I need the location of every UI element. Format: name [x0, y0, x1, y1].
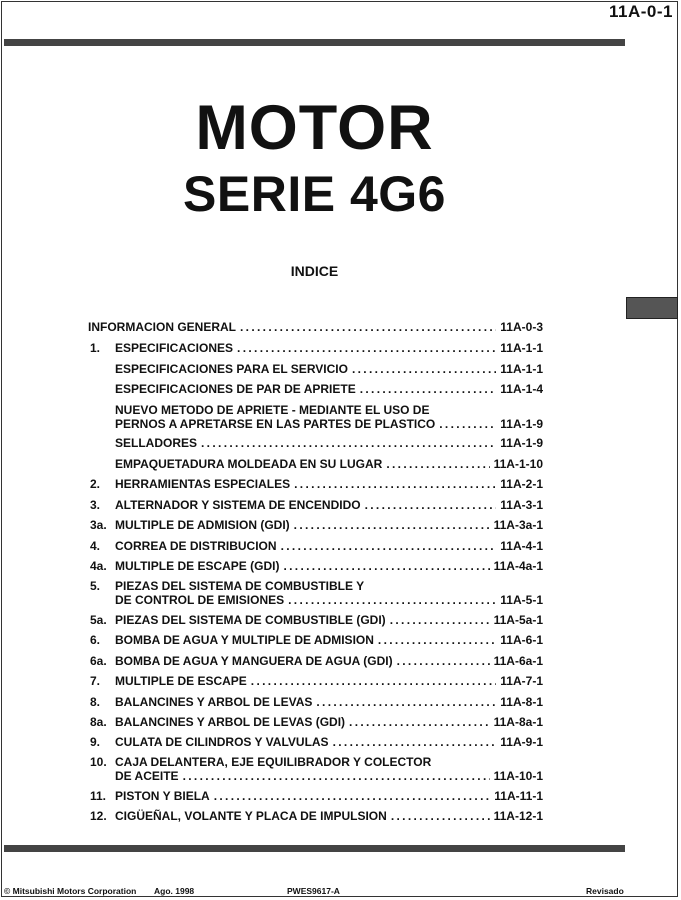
toc-leader-dots — [294, 518, 490, 532]
toc-entry-text: DE ACEITE — [115, 769, 179, 783]
toc-page-ref: 11A-3-1 — [500, 498, 543, 512]
toc-entry[interactable] — [88, 341, 543, 355]
toc-leader-dots — [183, 769, 490, 783]
toc-entry-number: 3a. — [90, 518, 107, 532]
toc-page-ref: 11A-6-1 — [500, 633, 543, 647]
toc-entry-text: ESPECIFICACIONES DE PAR DE APRIETE — [115, 382, 356, 396]
toc-entry[interactable] — [88, 477, 543, 491]
toc-entry[interactable] — [88, 735, 543, 749]
toc-entry-number: 3. — [90, 498, 101, 512]
toc-entry-text: INFORMACION GENERAL — [88, 320, 236, 334]
toc-page-ref: 11A-8-1 — [500, 695, 543, 709]
toc-leader-dots — [316, 695, 496, 709]
toc-leader-dots — [294, 477, 496, 491]
toc-entry-number: 10. — [90, 755, 107, 769]
toc-leader-dots — [251, 674, 497, 688]
toc-page-ref: 11A-5-1 — [500, 593, 543, 607]
toc-entry-number: 5a. — [90, 613, 107, 627]
toc-entry-number: 4. — [90, 539, 101, 553]
toc-entry-number: 2. — [90, 477, 101, 491]
toc-entry-text: SELLADORES — [115, 436, 198, 450]
toc-leader-dots — [333, 735, 497, 749]
toc-entry-text: BOMBA DE AGUA Y MANGUERA DE AGUA (GDI) — [115, 654, 393, 668]
toc-entry-text: NUEVO METODO DE APRIETE - MEDIANTE EL USO DE — [115, 403, 430, 417]
toc-leader-dots — [391, 809, 490, 823]
toc-page-ref: 11A-7-1 — [500, 674, 543, 688]
toc-entry-number: 5. — [90, 579, 101, 593]
toc-entry-text: DE CONTROL DE EMISIONES — [115, 593, 285, 607]
toc-entry[interactable] — [88, 613, 543, 627]
page-title: MOTOR — [195, 93, 434, 163]
toc-entry[interactable] — [88, 457, 543, 471]
toc-entry-number: 6. — [90, 633, 101, 647]
toc-entry-text: BOMBA DE AGUA Y MULTIPLE DE ADMISION — [115, 633, 374, 647]
toc-entry-number: 8a. — [90, 715, 107, 729]
toc-page-ref: 11A-6a-1 — [493, 654, 543, 668]
toc-page-ref: 11A-10-1 — [493, 769, 543, 783]
page-subtitle: SERIE 4G6 — [183, 166, 446, 222]
toc-entry-text: ESPECIFICACIONES — [115, 341, 234, 355]
toc-leader-dots — [390, 613, 490, 627]
bottom-rule — [4, 845, 625, 852]
toc-page-ref: 11A-1-1 — [500, 341, 543, 355]
footer-code: PWES9617-A — [287, 886, 340, 896]
toc-entry-text: BALANCINES Y ARBOL DE LEVAS — [115, 695, 313, 709]
toc-entry[interactable] — [88, 809, 543, 823]
toc-entry[interactable] — [88, 539, 543, 553]
toc-leader-dots — [386, 457, 489, 471]
toc-page-ref: 11A-11-1 — [494, 789, 543, 803]
toc-leader-dots — [360, 382, 497, 396]
toc-entry-text: PIEZAS DEL SISTEMA DE COMBUSTIBLE (GDI) — [115, 613, 386, 627]
toc-leader-dots — [439, 417, 496, 431]
toc-entry[interactable] — [88, 362, 543, 376]
toc-entry-text: CAJA DELANTERA, EJE EQUILIBRADOR Y COLECTOR — [115, 755, 432, 769]
toc-entry-number: 1. — [90, 341, 101, 355]
footer-status: Revisado — [586, 886, 624, 896]
toc-entry[interactable] — [88, 579, 543, 607]
toc-page-ref: 11A-1-1 — [500, 362, 543, 376]
toc-entry[interactable] — [88, 674, 543, 688]
toc-entry[interactable] — [88, 518, 543, 532]
toc-entry-text: PISTON Y BIELA — [115, 789, 210, 803]
toc-entry-text: CORREA DE DISTRIBUCION — [115, 539, 277, 553]
toc-entry-text: HERRAMIENTAS ESPECIALES — [115, 477, 291, 491]
toc-entry-text: EMPAQUETADURA MOLDEADA EN SU LUGAR — [115, 457, 383, 471]
footer-copyright: © Mitsubishi Motors Corporation — [4, 886, 137, 896]
toc-entry-number: 6a. — [90, 654, 107, 668]
toc-leader-dots — [201, 436, 496, 450]
toc-leader-dots — [214, 789, 491, 803]
toc-page-ref: 11A-1-4 — [500, 382, 543, 396]
toc-page-ref: 11A-1-9 — [500, 417, 543, 431]
toc-page-ref: 11A-8a-1 — [493, 715, 543, 729]
toc-entry-text: MULTIPLE DE ESCAPE (GDI) — [115, 559, 280, 573]
toc-entry-number: 8. — [90, 695, 101, 709]
toc-leader-dots — [283, 559, 489, 573]
toc-entry-text: CIGÜEÑAL, VOLANTE Y PLACA DE IMPULSION — [115, 809, 387, 823]
toc-entry[interactable] — [88, 320, 543, 334]
page-code: 11A-0-1 — [609, 2, 673, 21]
toc-page-ref: 11A-3a-1 — [493, 518, 543, 532]
toc-entry-number: 12. — [90, 809, 107, 823]
toc-page-ref: 11A-4-1 — [500, 539, 543, 553]
toc-entry-text: PIEZAS DEL SISTEMA DE COMBUSTIBLE Y — [115, 579, 365, 593]
footer-date: Ago. 1998 — [154, 886, 195, 896]
toc-leader-dots — [240, 320, 496, 334]
toc-page-ref: 11A-2-1 — [500, 477, 543, 491]
toc-entry[interactable] — [88, 633, 543, 647]
toc-page-ref: 11A-0-3 — [500, 320, 543, 334]
toc-leader-dots — [397, 654, 490, 668]
top-rule — [4, 39, 625, 46]
index-heading: INDICE — [290, 263, 339, 279]
toc-leader-dots — [237, 341, 496, 355]
toc-leader-dots — [352, 362, 496, 376]
toc-entry-text: ESPECIFICACIONES PARA EL SERVICIO — [115, 362, 348, 376]
toc-entry-text: BALANCINES Y ARBOL DE LEVAS (GDI) — [115, 715, 346, 729]
toc-leader-dots — [349, 715, 490, 729]
toc-entry-number: 11. — [90, 789, 107, 803]
toc-entry-text: ALTERNADOR Y SISTEMA DE ENCENDIDO — [115, 498, 361, 512]
toc-entry[interactable] — [88, 382, 543, 396]
toc-entry[interactable] — [88, 559, 543, 573]
toc-page-ref: 11A-12-1 — [493, 809, 543, 823]
section-tab — [626, 297, 678, 319]
toc-leader-dots — [281, 539, 497, 553]
toc-leader-dots — [365, 498, 497, 512]
footer — [4, 886, 625, 898]
toc-page-ref: 11A-5a-1 — [493, 613, 543, 627]
toc-entry-text: MULTIPLE DE ADMISION (GDI) — [115, 518, 290, 532]
toc-page-ref: 11A-1-9 — [500, 436, 543, 450]
toc-entry[interactable] — [88, 436, 543, 450]
toc-entry-number: 9. — [90, 735, 101, 749]
toc-page-ref: 11A-9-1 — [500, 735, 543, 749]
toc-entry[interactable] — [88, 403, 543, 431]
toc-entry[interactable] — [88, 695, 543, 709]
toc-entry[interactable] — [88, 654, 543, 668]
toc-page-ref: 11A-1-10 — [493, 457, 543, 471]
toc-entry-number: 4a. — [90, 559, 107, 573]
toc-entry-number: 7. — [90, 674, 101, 688]
toc-entry[interactable] — [88, 715, 543, 729]
toc-page-ref: 11A-4a-1 — [493, 559, 543, 573]
toc-entry[interactable] — [88, 789, 543, 803]
toc-entry[interactable] — [88, 498, 543, 512]
toc-entry-text: PERNOS A APRETARSE EN LAS PARTES DE PLASTICO — [115, 417, 436, 431]
toc-entry-text: CULATA DE CILINDROS Y VALVULAS — [115, 735, 329, 749]
toc-leader-dots — [288, 593, 496, 607]
toc-entry-text: MULTIPLE DE ESCAPE — [115, 674, 247, 688]
toc-leader-dots — [378, 633, 496, 647]
toc-entry[interactable] — [88, 755, 543, 783]
